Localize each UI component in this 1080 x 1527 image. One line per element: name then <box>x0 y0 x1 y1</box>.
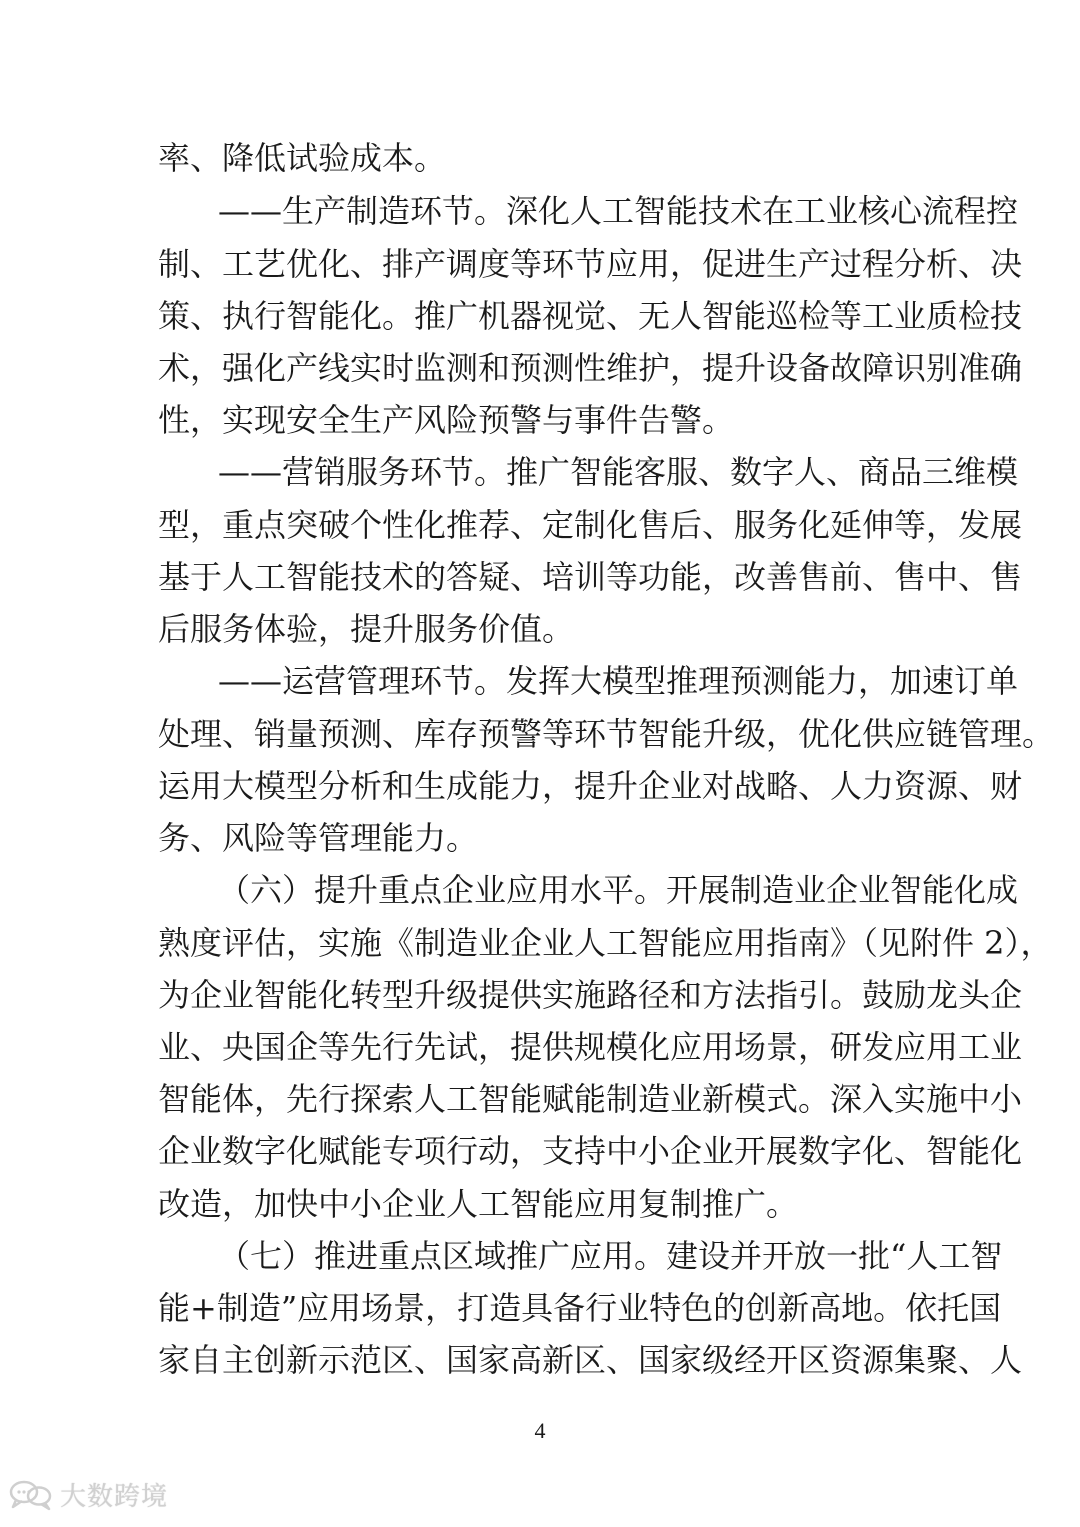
paragraph-line: 术，强化产线实时监测和预测性维护，提升设备故障识别准确 <box>158 349 1023 387</box>
paragraph-line: 运用大模型分析和生成能力，提升企业对战略、人力资源、财 <box>158 767 1023 805</box>
paragraph-line: 智能体，先行探索人工智能赋能制造业新模式。深入实施中小 <box>158 1080 1023 1118</box>
paragraph-line: 制、工艺优化、排产调度等环节应用，促进生产过程分析、决 <box>158 245 1023 283</box>
paragraph-line: 性，实现安全生产风险预警与事件告警。 <box>158 401 735 439</box>
chat-bubbles-icon <box>8 1477 54 1511</box>
paragraph-line: 策、执行智能化。推广机器视觉、无人智能巡检等工业质检技 <box>158 297 1023 335</box>
paragraph-line: 务、风险等管理能力。 <box>158 819 479 857</box>
paragraph-line: ——营销服务环节。推广智能客服、数字人、商品三维模 <box>218 453 1019 491</box>
paragraph-line: 型，重点突破个性化推荐、定制化售后、服务化延伸等，发展 <box>158 506 1023 544</box>
paragraph-line: 改造，加快中小企业人工智能应用复制推广。 <box>158 1185 799 1223</box>
page-number: 4 <box>534 1418 546 1443</box>
watermark <box>8 1474 168 1514</box>
paragraph-line: 业、央国企等先行先试，提供规模化应用场景，研发应用工业 <box>158 1028 1023 1066</box>
paragraph-line: ——生产制造环节。深化人工智能技术在工业核心流程控 <box>218 192 1019 230</box>
paragraph-line: 家自主创新示范区、国家高新区、国家级经开区资源集聚、人 <box>158 1341 1023 1379</box>
paragraph-line: 为企业智能化转型升级提供实施路径和方法指引。鼓励龙头企 <box>158 976 1023 1014</box>
paragraph-line: 基于人工智能技术的答疑、培训等功能，改善售前、售中、售 <box>158 558 1023 596</box>
paragraph-line: 能+制造”应用场景，打造具备行业特色的创新高地。依托国 <box>158 1289 1002 1327</box>
watermark-text: 大数跨境 <box>60 1481 169 1512</box>
paragraph-line: 率、降低试验成本。 <box>158 139 447 177</box>
paragraph-line: 熟度评估，实施《制造业企业人工智能应用指南》（见附件 2）， <box>158 924 1053 962</box>
paragraph-line: ——运营管理环节。发挥大模型推理预测能力，加速订单 <box>218 662 1019 700</box>
paragraph-line: 企业数字化赋能专项行动，支持中小企业开展数字化、智能化 <box>158 1132 1023 1170</box>
paragraph-line: 后服务体验，提升服务价值。 <box>158 610 575 648</box>
paragraph-line: （七）推进重点区域推广应用。建设并开放一批“人工智 <box>218 1237 1003 1275</box>
paragraph-line: 处理、销量预测、库存预警等环节智能升级，优化供应链管理。 <box>158 715 1055 753</box>
paragraph-line: （六）提升重点企业应用水平。开展制造业企业智能化成 <box>218 871 1019 909</box>
